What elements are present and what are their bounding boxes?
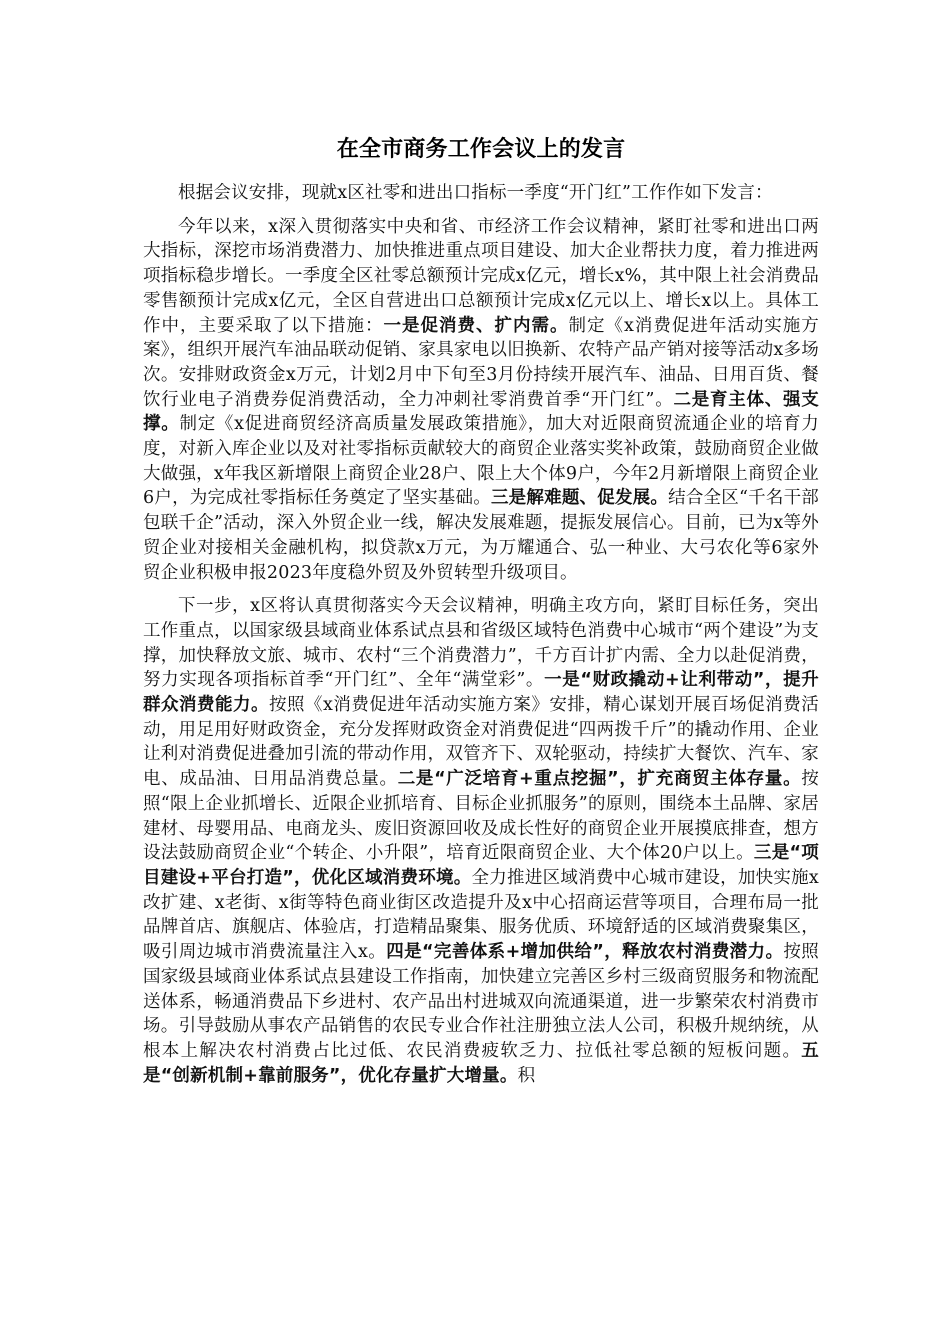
text-run: 按照“限上企业抓增长、近限企业抓培育、目标企业抓服务”的原则，围绕本土品牌、家居建材、母婴用品、电商龙头、废旧资源回收及成长性好的商贸企业开展摸底排查，想方设法鼓励商贸企业“个转企、小升限”，培育近限商贸企业、大个体20户以上。	[143, 769, 819, 864]
intro-paragraph: 根据会议安排，现就x区社零和进出口指标一季度“开门红”工作作如下发言：	[178, 183, 773, 203]
text-run: 今年以来，x深入贯彻落实中央和省、市经济工作会议精神，紧盯社零和进出口两大指标，深挖市场消费潜力、加快推进重点项目建设、加大企业帮扶力度，着力推进两项指标稳步增长。一季度全区社零总额预计完成x亿元，增长x%，其中限上社会消费品零售额预计完成x亿元，全区自营进出口总额预计完成x亿元以上、增长x以上。具体工作中，主要采取了以下措施：	[143, 216, 819, 336]
measure-heading-3: 三是解难题、促发展。	[490, 488, 669, 509]
plan-heading-5: 五是“创新机制+靠前服务”，优化存量扩大增量。	[143, 1040, 819, 1086]
measure-heading-1: 一是促消费、扩内需。	[383, 315, 569, 336]
document-page	[143, 130, 819, 1097]
plan-heading-4: 四是“完善体系+增加供给”，释放农村消费潜力。	[386, 942, 784, 963]
text-run: 积	[517, 1065, 536, 1086]
plan-paragraph	[143, 594, 819, 1088]
text-run: 按照《x消费促进年活动实施方案》安排，精心谋划开展百场促消费活动，用足用好财政资金，充分发挥财政资金对消费促进“四两拨千斤”的撬动作用、企业让利对消费促进叠加引流的带动作用，双管齐下、双轮驱动，持续扩大餐饮、汽车、家电、成品油、日用品消费总量。	[143, 695, 819, 790]
progress-paragraph	[143, 215, 819, 586]
text-run: 制定《x消费促进年活动实施方案》，组织开展汽车油品联动促销、家具家电以旧换新、农特产品产销对接等活动x多场次。安排财政资金x万元，计划2月中下旬至3月份持续开展汽车、油品、日用百货、餐饮行业电子消费券促消费活动，全力冲刺社零消费首季“开门红”。	[143, 315, 820, 410]
text-run: 制定《x促进商贸经济高质量发展政策措施》，加大对近限商贸流通企业的培育力度，对新入库企业以及对社零指标贡献较大的商贸企业落实奖补政策，鼓励商贸企业做大做强，x年我区新增限上商贸企业28户、限上大个体9户，今年2月新增限上商贸企业6户，为完成社零指标任务奠定了坚实基础。	[143, 414, 819, 509]
plan-heading-3: 三是“项目建设+平台打造”，优化区域消费环境。	[143, 843, 819, 888]
plan-heading-2: 二是“广泛培育+重点挖掘”，扩充商贸主体存量。	[397, 769, 802, 790]
text-run: 下一步，x区将认真贯彻落实今天会议精神，明确主攻方向，紧盯目标任务，突出工作重点，以国家级县域商业体系试点县和省级区域特色消费中心城市“两个建设”为支撑，加快释放文旅、城市、农村“三个消费潜力”，千方百计扩内需、全力以赴促消费，努力实现各项指标首季“开门红”、全年“满堂彩”。	[143, 596, 819, 691]
document-title: 在全市商务工作会议上的发言	[336, 137, 626, 162]
plan-heading-1: 一是“财政撬动+让利带动”，提升群众消费能力。	[143, 670, 819, 716]
text-run: 全力推进区域消费中心城市建设，加快实施x改扩建、x老街、x街等特色商业街区改造提升及x中心招商运营等项目，合理布局一批品牌首店、旗舰店、体验店，打造精品聚集、服务优质、环境舒适的区域消费聚集区，吸引周边城市消费流量注入x。	[143, 867, 819, 963]
text-run: 结合全区“千名干部包联千企”活动，深入外贸企业一线，解决发展难题，提振发展信心。目前，已为x等外贸企业对接相关金融机构，拟贷款x万元，为万耀通合、弘一种业、大弓农化等6家外贸企业积极申报2023年度稳外贸及外贸转型升级项目。	[143, 488, 819, 583]
text-run: 按照国家级县域商业体系试点县建设工作指南，加快建立完善区乡村三级商贸服务和物流配送体系，畅通消费品下乡进村、农产品出村进城双向流通渠道，进一步繁荣农村消费市场。引导鼓励从事农产品销售的农民专业合作社注册独立法人公司，积极升规纳统，从根本上解决农村消费占比过低、农民消费疲软乏力、拉低社零总额的短板问题。	[143, 942, 820, 1061]
measure-heading-2: 二是育主体、强支撑。	[143, 389, 819, 435]
